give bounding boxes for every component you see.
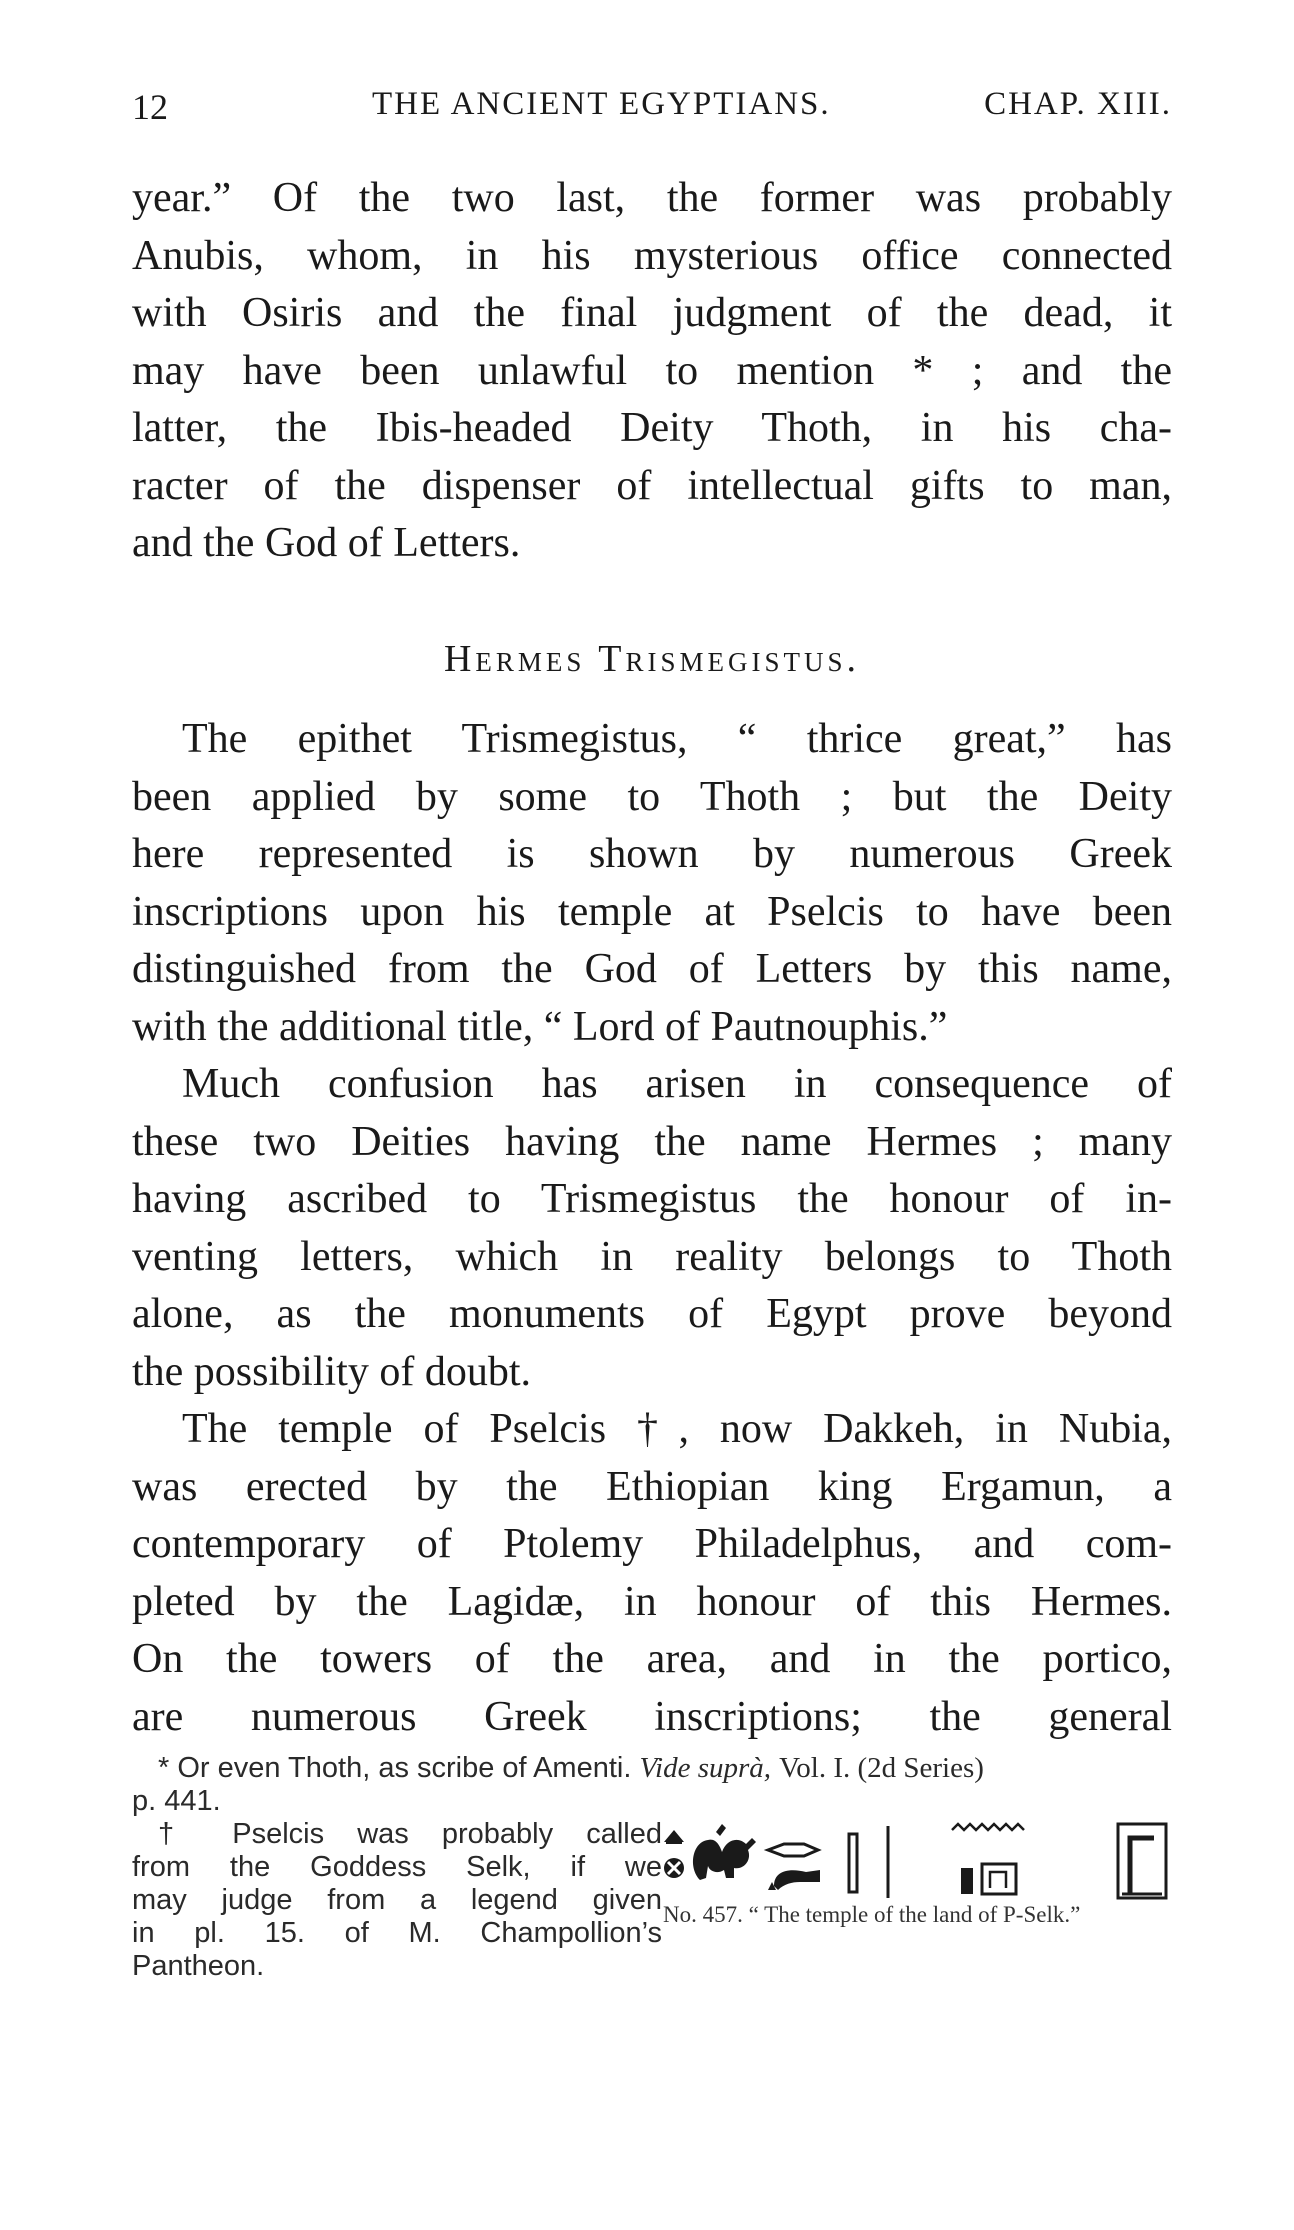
text-line: was erected by the Ethiopian king Ergamun, a — [132, 1463, 1172, 1510]
figure-caption: No. 457. “ The temple of the land of P-Selk.” — [663, 1902, 1081, 1927]
pillar-glyph — [849, 1826, 888, 1898]
scorpion-glyph — [664, 1830, 684, 1844]
section-heading: Hermes Trismegistus. — [443, 637, 860, 680]
footnote-2 — [132, 1818, 662, 1983]
text-line: Anubis, whom, in his mysterious office connected — [132, 232, 1172, 279]
footnote-text: Or even Thoth, as scribe of Amenti. — [177, 1752, 632, 1784]
cross-circle-glyph — [664, 1858, 684, 1878]
text-line: The temple of Pselcis †, now Dakkeh, in Nubia, — [182, 1406, 1172, 1452]
footnote-text-after: Vol. I. (2d Series) — [779, 1752, 984, 1784]
text-line: contemporary of Ptolemy Philadelphus, and com- — [132, 1521, 1172, 1567]
footnote-line: may judge from a legend given — [132, 1884, 662, 1916]
paragraph-1 — [132, 170, 1172, 573]
main-text — [132, 170, 1172, 1746]
text-line: with the additional title, “ Lord of Pautnouphis.” — [132, 1003, 948, 1050]
footnote-line: from the Goddess Selk, if we — [132, 1851, 662, 1883]
text-line: these two Deities having the name Hermes ; many — [132, 1118, 1172, 1165]
text-line: inscriptions upon his temple at Pselcis to have been — [132, 888, 1172, 935]
text-line: Much confusion has arisen in consequence of — [182, 1061, 1172, 1107]
chapter-label: CHAP. XIII. — [984, 86, 1172, 122]
text-line: alone, as the monuments of Egypt prove beyond — [132, 1291, 1172, 1337]
footnote-1 — [132, 1752, 1172, 1785]
footnote-line: Pantheon. — [132, 1950, 265, 1982]
text-line: The epithet Trismegistus, “ thrice great,” has — [182, 716, 1172, 762]
text-line: with Osiris and the final judgment of the dead, it — [132, 290, 1172, 336]
hieroglyph-figure — [660, 1820, 1180, 1900]
text-line: the possibility of doubt. — [132, 1348, 531, 1395]
text-line: distinguished from the God of Letters by this name, — [132, 946, 1172, 992]
cartouche-glyph — [693, 1824, 756, 1880]
footnote-marker: * — [158, 1752, 170, 1784]
page-number: 12 — [132, 87, 168, 127]
footnote-line: † Pselcis was probably called — [158, 1818, 662, 1850]
footnote-vide: Vide suprà, — [639, 1752, 772, 1784]
paragraph-3 — [132, 1056, 1172, 1401]
text-line: here represented is shown by numerous Greek — [132, 831, 1172, 877]
footnote-line: in pl. 15. of M. Champollion’s — [132, 1917, 662, 1949]
paragraph-4 — [132, 1401, 1172, 1746]
text-line: latter, the Ibis-headed Deity Thoth, in his cha- — [132, 405, 1172, 451]
text-line: On the towers of the area, and in the portico, — [132, 1636, 1172, 1682]
text-line: may have been unlawful to mention * ; and the — [132, 347, 1172, 394]
temple-enclosure-glyph — [961, 1824, 1166, 1898]
reed-leaf-glyph — [768, 1870, 820, 1890]
footnote-1-continuation: p. 441. — [132, 1785, 221, 1817]
text-line: and the God of Letters. — [132, 520, 521, 566]
running-title: THE ANCIENT EGYPTIANS. — [372, 86, 831, 122]
paragraph-2 — [132, 711, 1172, 1056]
text-line: having ascribed to Trismegistus the honour of in- — [132, 1176, 1172, 1222]
text-line: are numerous Greek inscriptions; the general — [132, 1693, 1172, 1740]
text-line: been applied by some to Thoth ; but the Deity — [132, 773, 1172, 820]
water-ripple-glyph — [768, 1824, 1024, 1856]
running-header — [132, 78, 1172, 138]
text-line: venting letters, which in reality belongs to Thoth — [132, 1233, 1172, 1280]
text-line: racter of the dispenser of intellectual gifts to man, — [132, 462, 1172, 509]
text-line: pleted by the Lagidæ, in honour of this Hermes. — [132, 1578, 1172, 1625]
text-line: year.” Of the two last, the former was probably — [132, 175, 1172, 221]
